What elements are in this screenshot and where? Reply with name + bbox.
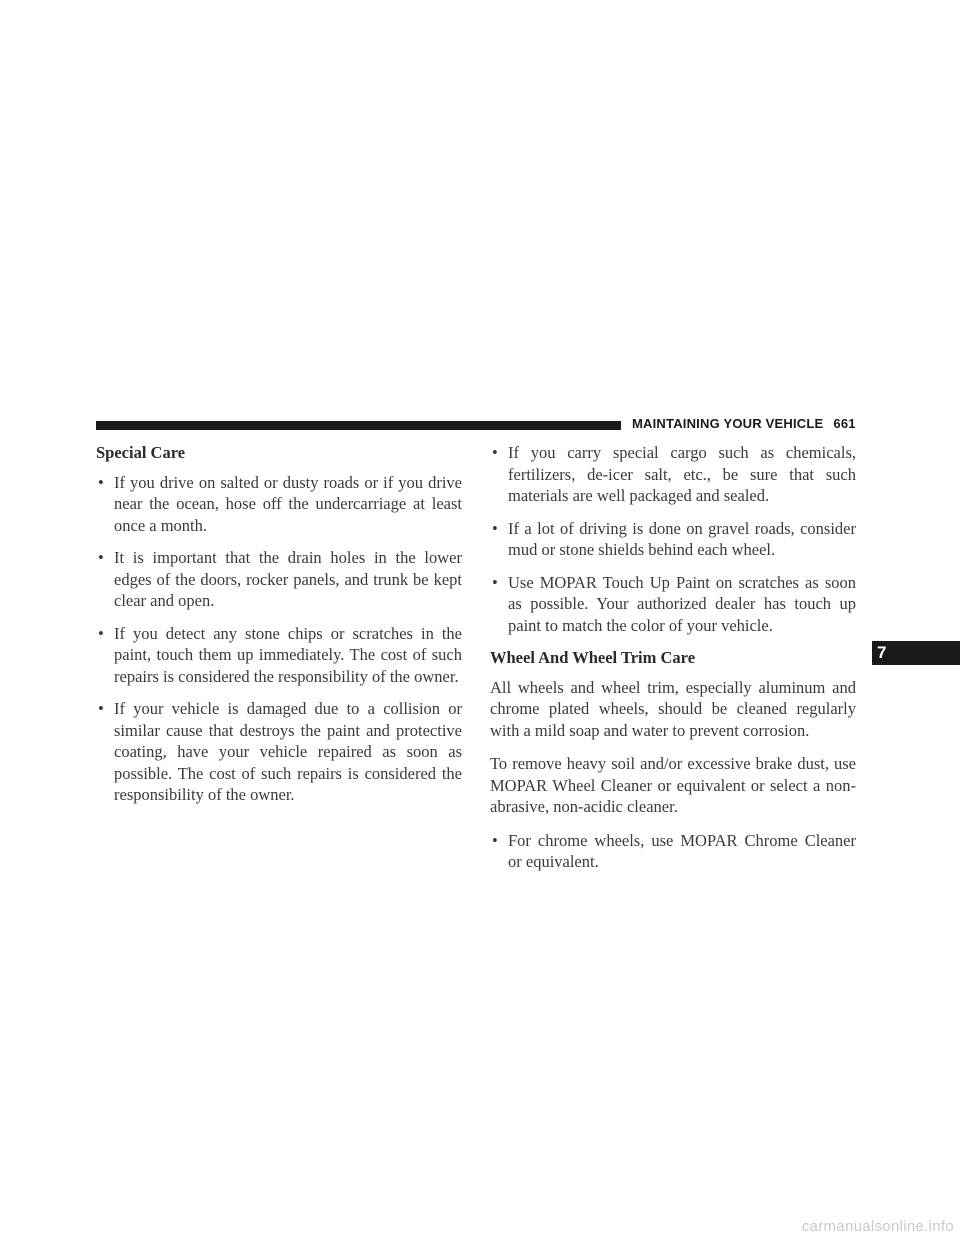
chapter-tab xyxy=(872,641,960,665)
bullet-icon: • xyxy=(98,699,104,718)
bullet-icon: • xyxy=(98,548,104,567)
list-item: • If your vehicle is damaged due to a collision or similar cause that destroys the paint and protective coating, have your vehicle repaired as soon as possible. The cost of such repairs is considered the responsibility of the owner. xyxy=(98,699,462,804)
list-item: • If you carry special cargo such as chemicals, fertilizers, de-icer salt, etc., be sure that such materials are well packaged and sealed. xyxy=(492,443,856,505)
list-item: • If a lot of driving is done on gravel roads, consider mud or stone shields behind each wheel. xyxy=(492,518,856,559)
bullet-icon: • xyxy=(98,623,104,643)
bullet-icon: • xyxy=(492,443,498,462)
list-item: • If you drive on salted or dusty roads or if you drive near the ocean, hose off the undercarriage at least once a month. xyxy=(98,472,462,535)
right-column xyxy=(490,442,856,884)
left-column xyxy=(96,442,462,817)
list-item: • If you detect any stone chips or scratches in the paint, touch them up immediately. The cost of such repairs is considered the responsibility of the owner. xyxy=(98,623,462,686)
watermark: carmanualsonline.info xyxy=(801,1218,954,1235)
special-care-list-continued xyxy=(490,442,856,636)
list-item: • Use MOPAR Touch Up Paint on scratches as soon as possible. Your authorized dealer has touch up paint to match the color of your vehicle. xyxy=(492,572,856,635)
section-title-wheel-care: Wheel And Wheel Trim Care xyxy=(490,648,696,667)
header-rule xyxy=(96,421,621,430)
paragraph: To remove heavy soil and/or excessive brake dust, use MOPAR Wheel Cleaner or equivalent or select a non-abrasive, non-acidic cleaner. xyxy=(490,754,856,816)
running-header xyxy=(632,416,856,431)
page-number: 661 xyxy=(833,416,856,431)
bullet-icon: • xyxy=(98,472,104,492)
paragraph: All wheels and wheel trim, especially aluminum and chrome plated wheels, should be cleaned regularly with a mild soap and water to prevent corrosion. xyxy=(490,677,856,740)
list-item: • It is important that the drain holes in the lower edges of the doors, rocker panels, and trunk be kept clear and open. xyxy=(98,548,462,610)
wheel-care-list xyxy=(490,830,856,873)
chapter-number: 7 xyxy=(877,643,887,662)
header-title: MAINTAINING YOUR VEHICLE xyxy=(632,416,824,431)
list-item: • For chrome wheels, use MOPAR Chrome Cleaner or equivalent. xyxy=(492,830,856,871)
section-title-special-care: Special Care xyxy=(96,443,186,462)
bullet-icon: • xyxy=(492,830,498,850)
special-care-list xyxy=(96,472,462,806)
bullet-icon: • xyxy=(492,572,498,592)
bullet-icon: • xyxy=(492,518,498,538)
